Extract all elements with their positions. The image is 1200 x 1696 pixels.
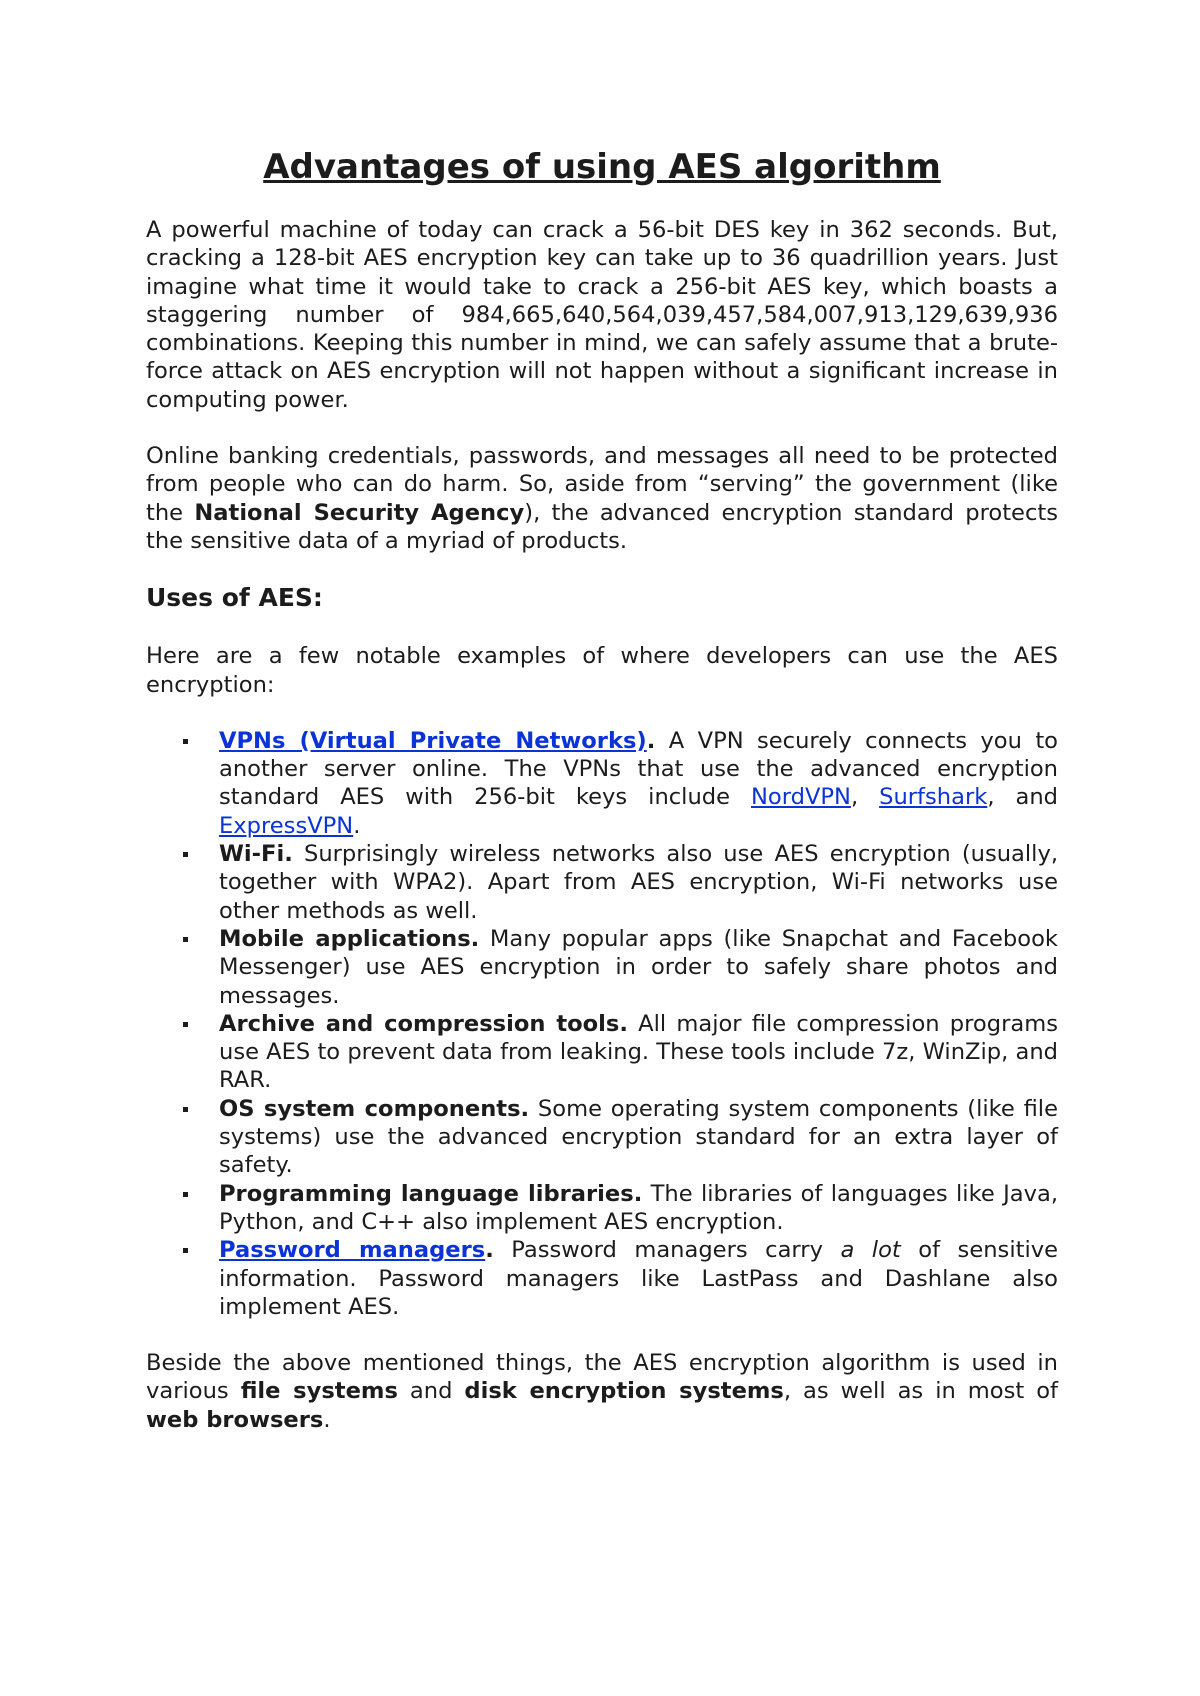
prog-text: The libraries of languages like Java, Python, and C++ also implement AES encryption. <box>219 1180 1058 1235</box>
uses-list <box>146 727 1058 1321</box>
bullet-icon <box>183 852 188 857</box>
uses-intro: Here are a few notable examples of where developers can use the AES encryption: <box>146 643 1058 698</box>
closing-t4: . <box>323 1406 331 1433</box>
bullet-icon <box>183 1022 188 1027</box>
bullet-icon <box>183 1192 188 1197</box>
vpn-end: . <box>353 812 361 839</box>
paragraph-data-protection <box>146 442 1058 555</box>
paragraph-closing <box>146 1349 1058 1434</box>
bullet-icon <box>183 1107 188 1112</box>
list-item-programming <box>146 1180 1058 1237</box>
pwd-italic: a lot <box>840 1237 901 1264</box>
nsa-bold: National Security Agency <box>194 499 525 526</box>
vpn-text: A VPN securely connects you to another server online. The VPNs that use the advanced encryption standard AES with 256-bit keys include <box>219 727 1058 811</box>
surfshark-link[interactable]: Surfshark <box>879 784 988 811</box>
document-page <box>146 140 1058 1434</box>
vpn-period: . <box>646 727 656 754</box>
para2-text-end: ), the advanced encryption standard protects the sensitive data of a myriad of products. <box>146 499 1059 554</box>
bullet-icon <box>183 937 188 942</box>
wifi-text: Surprisingly wireless networks also use AES encryption (usually, together with WPA2). Apart from AES encryption, Wi-Fi networks use other methods as well. <box>219 841 1058 924</box>
page-title: Advantages of using AES algorithm <box>263 147 941 187</box>
pwd-text1: Password managers carry <box>493 1237 841 1264</box>
password-managers-link[interactable]: Password managers <box>219 1237 486 1264</box>
list-item-vpn <box>146 727 1058 840</box>
expressvpn-link[interactable]: ExpressVPN <box>219 812 354 839</box>
list-item-mobile <box>146 925 1058 1010</box>
list-item-os <box>146 1095 1058 1180</box>
bullet-icon <box>183 1248 188 1253</box>
list-item-archive <box>146 1010 1058 1095</box>
nordvpn-link[interactable]: NordVPN <box>751 784 851 811</box>
os-text: Some operating system components (like file systems) use the advanced encryption standard for an extra layer of safety. <box>219 1095 1058 1179</box>
closing-b1: file systems <box>240 1378 398 1405</box>
prog-bold: Programming language libraries. <box>219 1180 643 1207</box>
closing-b3: web browsers <box>146 1406 324 1433</box>
archive-text: All major file compression programs use AES to prevent data from leaking. These tools include 7z, WinZip, and RAR. <box>219 1010 1058 1094</box>
para2-text: Online banking credentials, passwords, and messages all need to be protected from people who can do harm. So, aside from “serving” the government (like the <box>146 443 1058 526</box>
closing-t3: , as well as in most of <box>783 1378 1059 1405</box>
os-bold: OS system components. <box>219 1095 530 1122</box>
wifi-bold: Wi-Fi. <box>219 841 293 868</box>
pwd-period: . <box>485 1237 494 1264</box>
bullet-icon <box>183 739 188 744</box>
mobile-bold: Mobile applications. <box>219 925 480 952</box>
pwd-text2: of sensitive information. Password managers like LastPass and Dashlane also implement AES. <box>219 1237 1058 1320</box>
closing-b2: disk encryption systems <box>464 1378 784 1405</box>
vpn-sep2: , and <box>987 784 1058 811</box>
uses-heading: Uses of AES: <box>146 583 323 613</box>
archive-bold: Archive and compression tools. <box>219 1010 628 1037</box>
vpn-sep1: , <box>850 784 880 811</box>
closing-t1: Beside the above mentioned things, the AES encryption algorithm is used in various <box>146 1350 1058 1405</box>
list-item-password-managers <box>146 1236 1058 1321</box>
mobile-text: Many popular apps (like Snapchat and Facebook Messenger) use AES encryption in order to safely share photos and messages. <box>219 925 1058 1009</box>
paragraph-key-strength: A powerful machine of today can crack a 56-bit DES key in 362 seconds. But, cracking a 128-bit AES encryption key can take up to 36 quadrillion years. Just imagine what time it would take to crack a 256-bit AES key, which boasts a staggering number of 984,665,640,564,039,457,584,007,913,129,639,936 combinations. Keeping this number in mind, we can safely assume that a brute-force attack on AES encryption will not happen without a significant increase in computing power. <box>146 217 1058 413</box>
list-item-wifi <box>146 840 1058 925</box>
vpn-link[interactable]: VPNs (Virtual Private Networks) <box>219 727 647 754</box>
closing-t2: and <box>397 1378 465 1405</box>
